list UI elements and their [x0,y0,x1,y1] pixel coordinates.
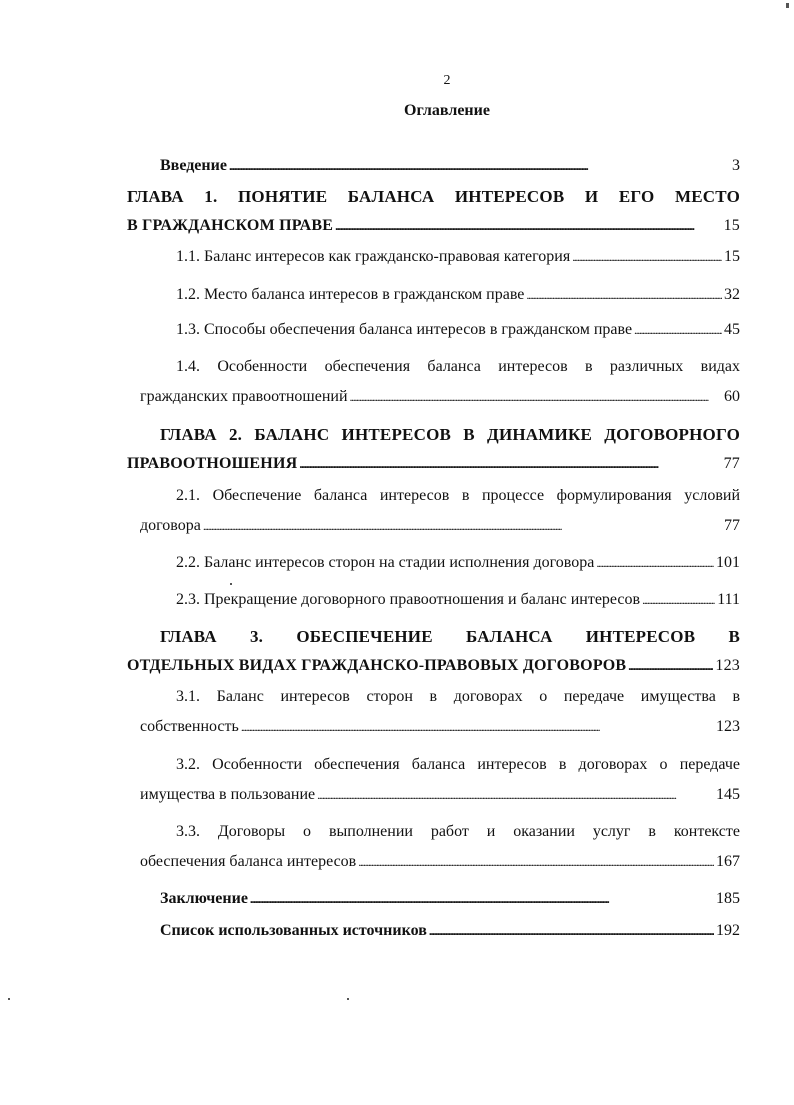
toc-label-line-2: ОТДЕЛЬНЫХ ВИДАХ ГРАЖДАНСКО-ПРАВОВЫХ ДОГОВОРОВ [127,657,627,674]
leader-dots [628,651,713,681]
toc-entry-3-3 [140,821,740,873]
toc-label-line-1: 2.1. Обеспечение баланса интересов в процессе формулирования условий [176,487,740,504]
toc-label-line-2: ПРАВООТНОШЕНИЯ [127,455,298,472]
toc-label-line-1: 3.2. Особенности обеспечения баланса интересов в договорах о передаче [176,756,740,773]
toc-label-line-1: ГЛАВА 3. ОБЕСПЕЧЕНИЕ БАЛАНСА ИНТЕРЕСОВ В [160,627,740,646]
leader-dots [572,246,722,268]
toc-entry-3-1 [140,686,740,738]
toc-label: Заключение [160,890,248,907]
toc-page: 15 [723,217,740,234]
scan-speck [347,998,349,1000]
leader-dots [229,155,730,177]
toc-label-line-1: ГЛАВА 1. ПОНЯТИЕ БАЛАНСА ИНТЕРЕСОВ И ЕГО МЕСТО [127,187,740,206]
toc-page: 77 [724,517,740,534]
scan-speck [8,998,10,1000]
toc-page: 167 [716,853,740,870]
leader-dots [642,589,715,611]
toc-entry-chapter-3 [127,623,740,681]
toc-page: 60 [724,388,740,405]
toc-label: 2.3. Прекращение договорного правоотношения и баланс интересов [176,591,641,608]
leader-dots [358,851,714,873]
leader-dots [317,784,714,806]
leader-dots [526,284,722,306]
toc-label-line-1: 1.4. Особенности обеспечения баланса интересов в различных видах [176,358,740,375]
toc-entry-1-4 [140,356,740,408]
toc-entry-1-1 [176,246,740,268]
toc-label-line-2: собственность [140,718,239,735]
toc-entry-2-3 [176,589,740,611]
leader-dots [634,319,722,341]
leader-dots [203,515,722,537]
scan-speck [786,3,789,8]
toc-page: 111 [717,591,740,608]
toc-page: 185 [716,890,740,907]
toc-page: 15 [724,248,740,265]
page-number: 2 [443,73,451,88]
toc-entry-2-2 [176,552,740,574]
toc-entry-intro [160,155,740,177]
toc-label-line-1: ГЛАВА 2. БАЛАНС ИНТЕРЕСОВ В ДИНАМИКЕ ДОГОВОРНОГО [160,425,740,444]
leader-dots [299,449,721,479]
toc-label: 1.1. Баланс интересов как гражданско-правовая категория [176,248,571,265]
leader-dots [241,716,714,738]
toc-page: 45 [724,321,740,338]
toc-entry-chapter-2 [127,421,740,479]
toc-label-line-2: договора [140,517,201,534]
toc-page: 192 [716,922,740,939]
leader-dots [429,920,714,942]
toc-label: 1.3. Способы обеспечения баланса интересов в гражданском праве [176,321,633,338]
toc-page: 32 [724,286,740,303]
toc-entry-1-3 [176,319,740,341]
toc-label: 2.2. Баланс интересов сторон на стадии исполнения договора [176,554,595,571]
toc-page: 101 [716,554,740,571]
toc-page: 145 [716,786,740,803]
toc-label-line-2: В ГРАЖДАНСКОМ ПРАВЕ [127,217,334,234]
toc-label-line-2: обеспечения баланса интересов [140,853,357,870]
toc-label-line-2: гражданских правоотношений [140,388,348,405]
toc-label-line-2: имущества в пользование [140,786,316,803]
toc-page: 123 [716,718,740,735]
toc-entry-3-2 [140,754,740,806]
scan-speck [230,583,232,585]
toc-entry-2-1 [140,485,740,537]
toc-page: 123 [715,657,740,674]
toc-label-line-1: 3.1. Баланс интересов сторон в договорах о передаче имущества в [176,688,740,705]
leader-dots [350,386,722,408]
leader-dots [596,552,714,574]
toc-label: 1.2. Место баланса интересов в гражданском праве [176,286,525,303]
toc-label: Список использованных источников [160,922,427,939]
toc-page: 77 [723,455,740,472]
toc-entry-chapter-1 [127,183,740,241]
leader-dots [335,211,721,241]
toc-page: 3 [732,157,740,174]
toc-entry-sources [160,920,740,942]
toc-label: Введение [160,157,227,174]
leader-dots [250,888,714,910]
toc-entry-1-2 [176,284,740,306]
toc-entry-conclusion [160,888,740,910]
page-title: Оглавление [404,102,490,119]
toc-label-line-1: 3.3. Договоры о выполнении работ и оказании услуг в контексте [176,823,740,840]
